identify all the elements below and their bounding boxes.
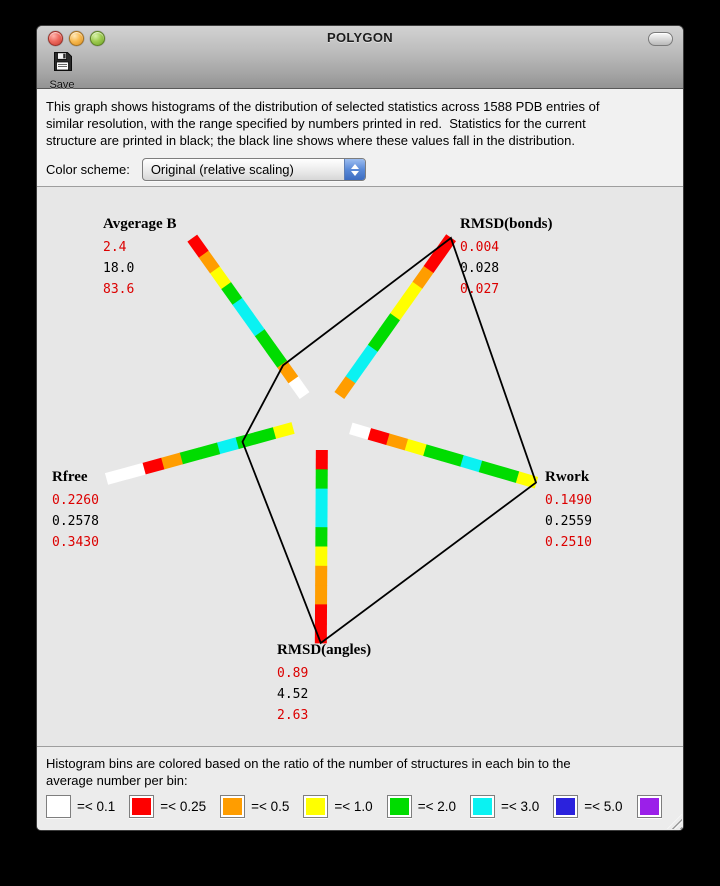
floppy-save-icon — [51, 50, 74, 78]
axis-current-rmsd_angles: 4.52 — [277, 687, 309, 702]
axis-current-rwork: 0.2559 — [545, 514, 592, 529]
histogram-segment-rfree-white — [125, 469, 144, 474]
axis-labels-average_b — [103, 216, 176, 300]
axis-min-rfree: 0.2260 — [52, 493, 99, 508]
histogram-segment-rfree-orange — [162, 458, 181, 463]
axis-labels-rmsd_angles — [277, 642, 371, 726]
legend-row — [46, 795, 683, 818]
legend-label: =< 2.0 — [417, 799, 456, 814]
legend-item — [470, 795, 539, 818]
histogram-segment-rmsd_bonds-cyan — [350, 364, 361, 380]
histogram-segment-rfree-green — [181, 453, 200, 458]
axis-current-rmsd_bonds: 0.028 — [460, 261, 500, 276]
histogram-segment-average_b-green — [271, 348, 282, 364]
text-line: Histogram bins are colored based on the ratio of the number of structures in each bin to the — [46, 756, 571, 771]
legend-item — [553, 795, 622, 818]
histogram-segment-rfree-red — [144, 464, 163, 469]
legend-item — [220, 795, 289, 818]
histogram-segment-rwork-yellow — [406, 445, 425, 451]
legend-swatch-blue — [553, 795, 578, 818]
histogram-segment-rwork-cyan — [462, 461, 481, 467]
histogram-segment-rwork-green — [443, 456, 462, 462]
histogram-segment-rwork-green — [480, 466, 499, 472]
title-bar[interactable] — [37, 26, 683, 48]
toolbar-toggle-pill[interactable] — [648, 32, 673, 46]
legend-swatch-red — [129, 795, 154, 818]
histogram-segment-rmsd_bonds-cyan — [362, 348, 373, 364]
axis-max-rmsd_angles: 2.63 — [277, 708, 309, 723]
axis-current-average_b: 18.0 — [103, 261, 135, 276]
color-scheme-row — [46, 158, 683, 181]
legend-swatch-cyan — [470, 795, 495, 818]
axis-min-average_b: 2.4 — [103, 240, 127, 255]
histogram-segment-rmsd_bonds-red — [429, 253, 440, 269]
legend-swatch-purple — [637, 795, 662, 818]
axis-labels-rwork — [545, 469, 592, 553]
histogram-segment-average_b-white — [293, 380, 304, 396]
color-scheme-dropdown[interactable] — [142, 158, 366, 181]
histogram-segment-average_b-orange — [282, 364, 293, 380]
legend-swatch-yellow — [303, 795, 328, 818]
plot-area — [37, 187, 683, 747]
axis-title-average_b: Avgerage B — [103, 216, 177, 232]
description-text — [46, 98, 683, 149]
histogram-segment-average_b-cyan — [237, 301, 248, 317]
legend-swatch-green — [387, 795, 412, 818]
legend-item — [46, 795, 115, 818]
histogram-segment-rfree-cyan — [218, 443, 237, 448]
footer-panel — [37, 747, 683, 830]
legend-label: =< 5.0 — [584, 799, 623, 814]
histogram-segment-average_b-cyan — [248, 317, 259, 333]
axis-labels-rfree — [52, 469, 99, 553]
save-button[interactable] — [45, 50, 79, 91]
text-line: similar resolution, with the range specified by numbers printed in red. Statistics for the current — [46, 116, 586, 131]
legend-label: =< 0.25 — [160, 799, 207, 814]
histogram-segment-rwork-green — [425, 450, 444, 456]
histogram-segment-rwork-red — [369, 434, 388, 440]
legend-item — [637, 795, 662, 818]
histogram-segment-rwork-orange — [388, 439, 407, 445]
axis-title-rfree: Rfree — [52, 469, 88, 485]
legend-label: =< 1.0 — [334, 799, 373, 814]
histogram-segment-rmsd_bonds-yellow — [406, 285, 417, 301]
histogram-segment-rmsd_bonds-green — [384, 316, 395, 332]
axis-max-rwork: 0.2510 — [545, 535, 592, 550]
histogram-segment-average_b-yellow — [215, 270, 226, 286]
footer-text — [46, 755, 683, 789]
histogram-segment-rmsd_bonds-orange — [339, 379, 350, 395]
histogram-segment-rfree-green — [200, 448, 219, 453]
color-scheme-value: Original (relative scaling) — [150, 162, 294, 177]
histogram-segment-average_b-green — [226, 285, 237, 301]
histogram-segment-rmsd_bonds-green — [373, 332, 384, 348]
histogram-segment-average_b-red — [192, 238, 203, 254]
axis-max-rfree: 0.3430 — [52, 535, 99, 550]
description-panel — [37, 89, 683, 187]
histogram-segment-average_b-green — [260, 332, 271, 348]
polygon-window — [36, 25, 684, 831]
text-line: structure are printed in black; the black line shows where these values fall in the distribution. — [46, 133, 575, 148]
toolbar — [37, 48, 683, 91]
axis-min-rmsd_bonds: 0.004 — [460, 240, 500, 255]
histogram-segment-rfree-green — [255, 433, 274, 438]
axis-title-rmsd_bonds: RMSD(bonds) — [460, 216, 553, 232]
legend-swatch-orange — [220, 795, 245, 818]
axis-min-rwork: 0.1490 — [545, 493, 592, 508]
color-scheme-label: Color scheme: — [46, 162, 130, 177]
legend-swatch-white — [46, 795, 71, 818]
axis-current-rfree: 0.2578 — [52, 514, 99, 529]
histogram-segment-rwork-green — [499, 472, 518, 478]
histogram-segment-rmsd_bonds-yellow — [395, 301, 406, 317]
histogram-segment-rfree-green — [237, 438, 256, 443]
save-button-label: Save — [49, 79, 75, 91]
histogram-segment-average_b-orange — [203, 254, 214, 270]
histogram-segment-rfree-yellow — [274, 428, 293, 433]
dropdown-stepper-icon — [344, 159, 365, 180]
axis-title-rwork: Rwork — [545, 469, 590, 485]
axis-labels-rmsd_bonds — [460, 216, 553, 300]
text-line: average number per bin: — [46, 773, 188, 788]
axis-max-average_b: 83.6 — [103, 282, 135, 297]
legend-label: =< 3.0 — [500, 799, 540, 814]
legend-item — [129, 795, 206, 818]
window-title: POLYGON — [327, 30, 393, 45]
legend-item — [387, 795, 456, 818]
legend-label: =< 0.1 — [77, 799, 116, 814]
histogram-segment-rmsd_bonds-orange — [417, 269, 428, 285]
histogram-segment-rfree-white — [107, 474, 126, 479]
axis-min-rmsd_angles: 0.89 — [277, 666, 309, 681]
axis-max-rmsd_bonds: 0.027 — [460, 282, 500, 297]
legend-item — [303, 795, 372, 818]
text-line: This graph shows histograms of the distribution of selected statistics across 1588 PDB entries of — [46, 99, 600, 114]
axis-title-rmsd_angles: RMSD(angles) — [277, 642, 372, 658]
histogram-segment-rwork-white — [351, 428, 370, 434]
legend-label: =< 0.5 — [251, 799, 290, 814]
window-header — [37, 26, 683, 89]
